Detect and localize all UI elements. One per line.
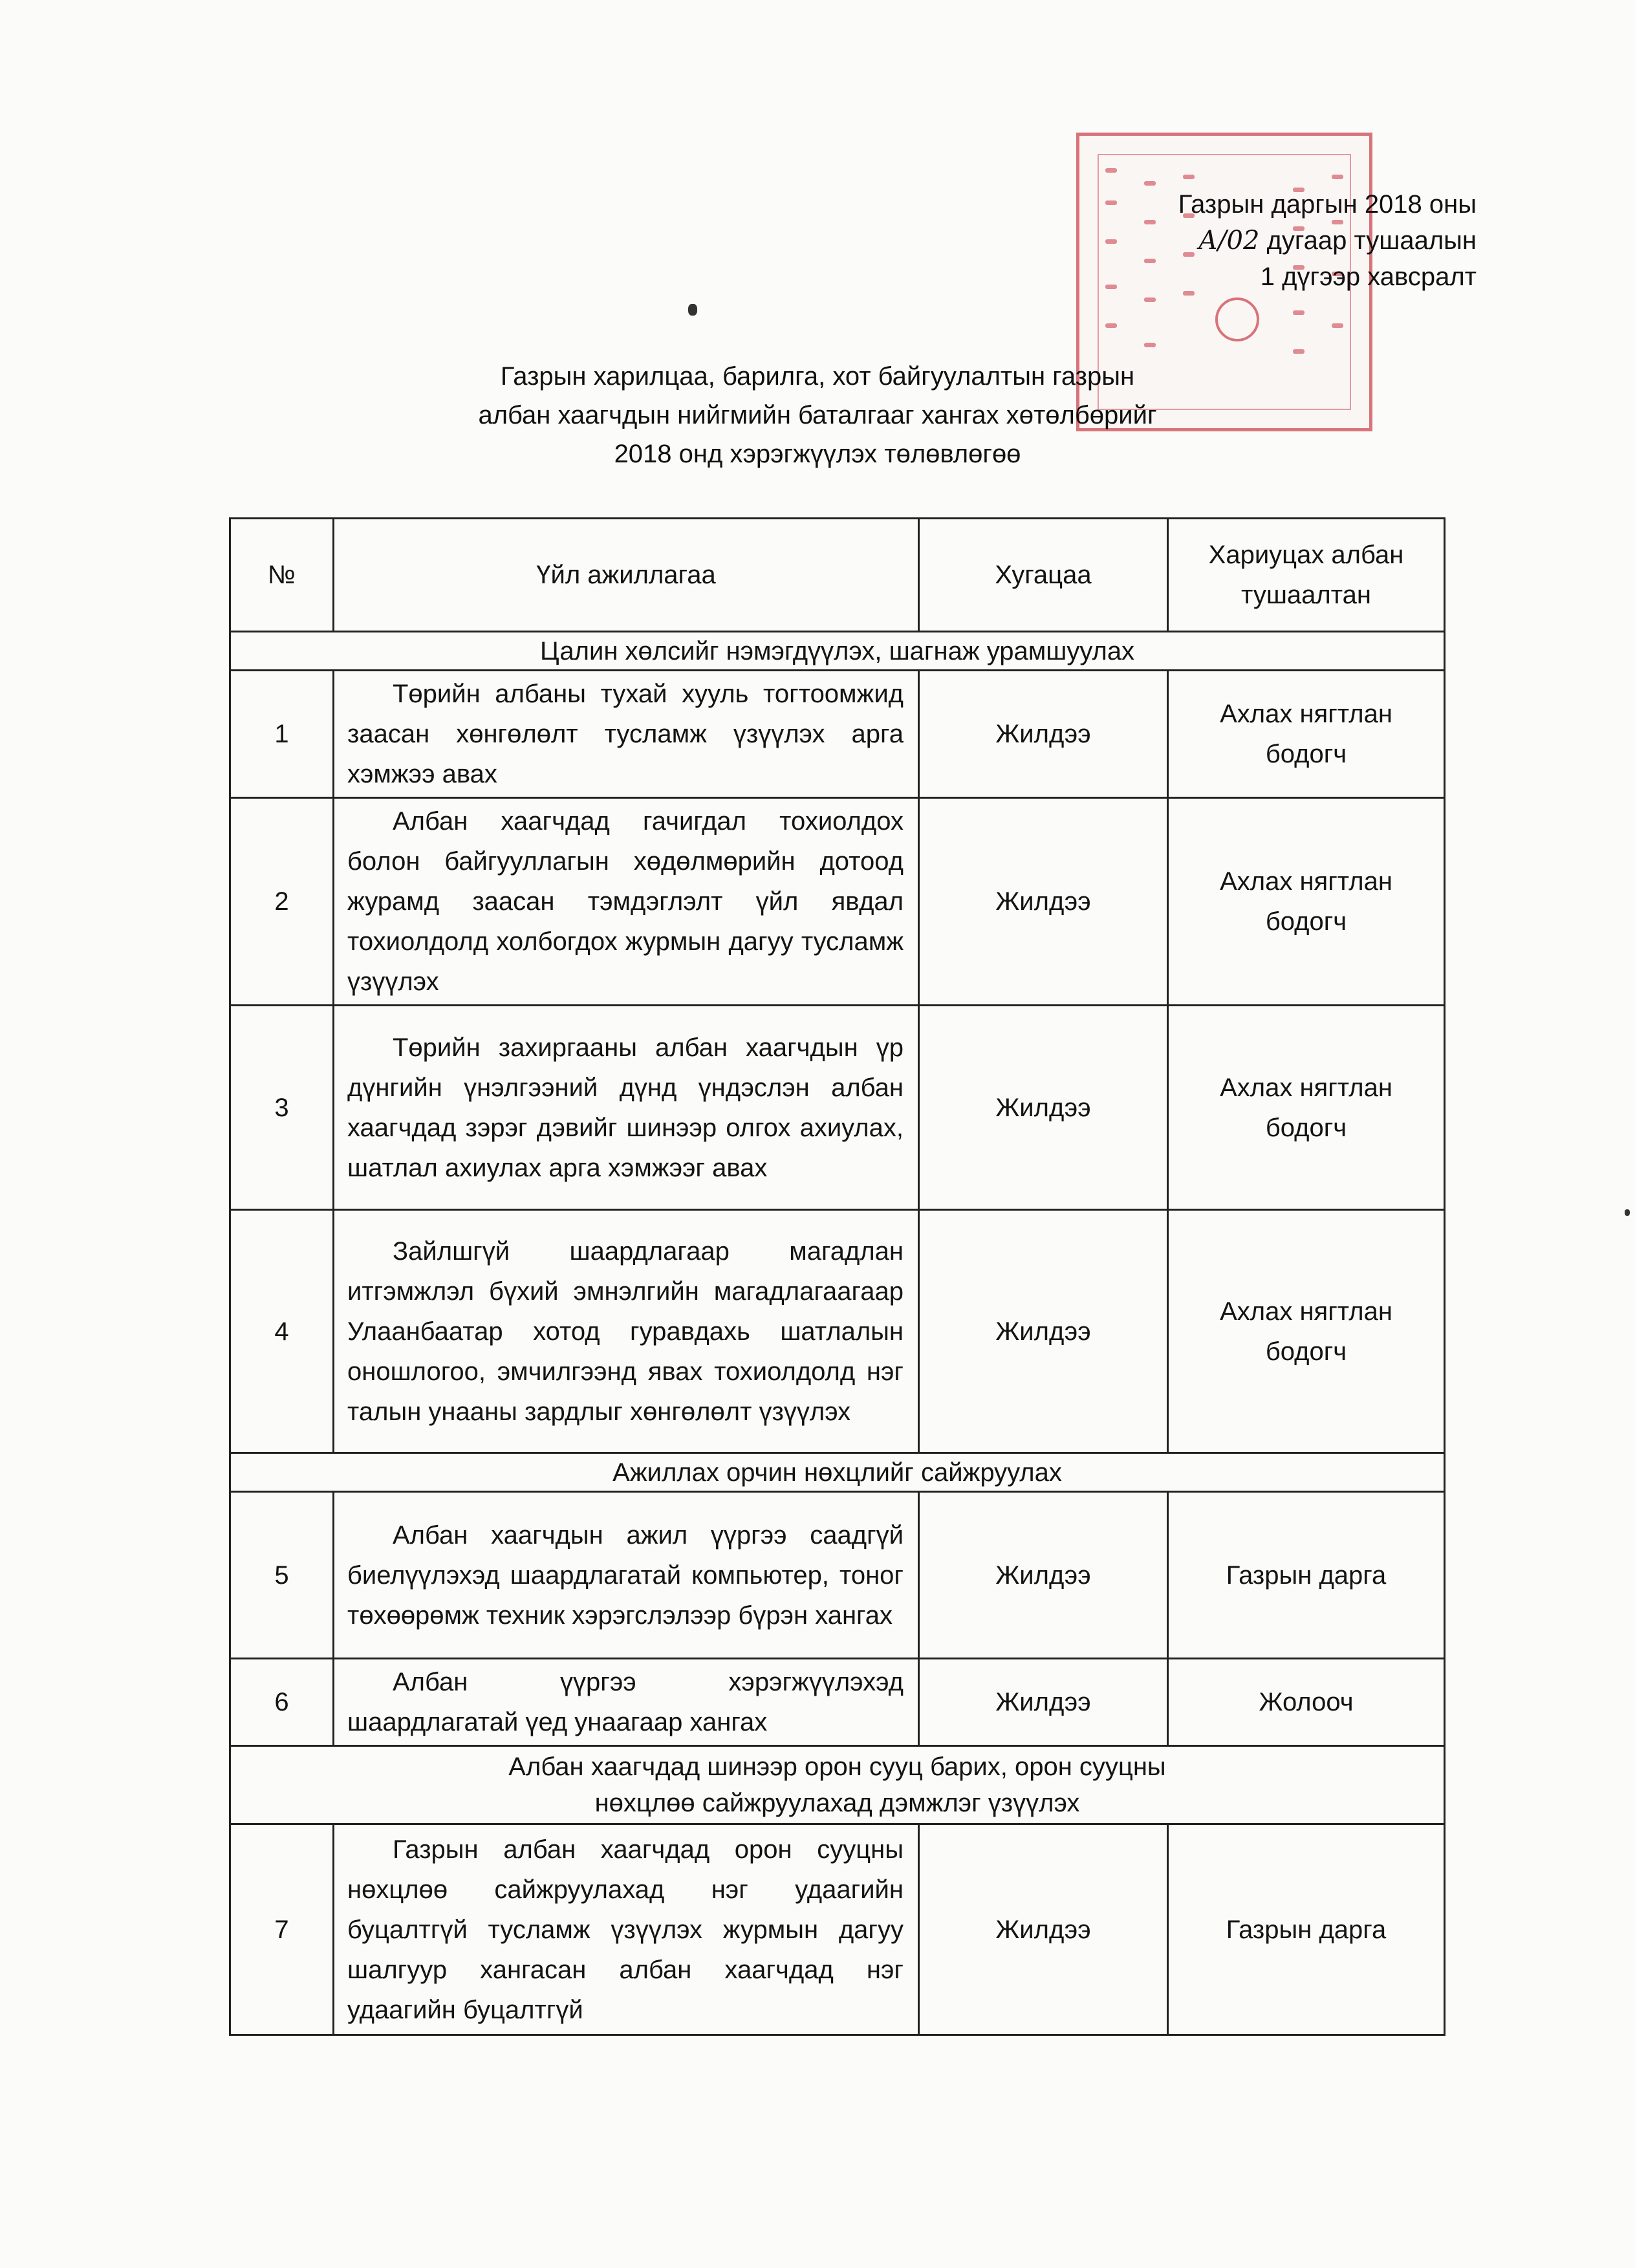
row-num: 7 xyxy=(230,1824,334,2035)
table-row xyxy=(230,1210,1445,1453)
row-deadline: Жилдээ xyxy=(919,798,1168,1006)
document-title xyxy=(0,357,1635,473)
section-title-line2: нөхцлөө сайжруулахад дэмжлэг үзүүлэх xyxy=(594,1789,1080,1817)
row-num: 4 xyxy=(230,1210,334,1453)
table-row xyxy=(230,1492,1445,1659)
section-title xyxy=(230,1746,1445,1824)
row-activity: Албан хаагчдын ажил үүргээ саадгүй биелүүлэхэд шаардлагатай компьютер, тоног төхөөрөмж техник хэрэгслэлээр бүрэн хангах xyxy=(334,1492,919,1659)
table-row xyxy=(230,1006,1445,1210)
row-num: 3 xyxy=(230,1006,334,1210)
table-row xyxy=(230,671,1445,798)
scan-speck xyxy=(688,304,697,316)
row-responsible: Ахлах нягтлан бодогч xyxy=(1168,1006,1445,1210)
attachment-reference xyxy=(1178,186,1477,295)
row-deadline: Жилдээ xyxy=(919,1824,1168,2035)
row-responsible: Газрын дарга xyxy=(1168,1824,1445,2035)
row-deadline: Жилдээ xyxy=(919,1659,1168,1746)
row-responsible: Газрын дарга xyxy=(1168,1492,1445,1659)
header-responsible: Хариуцах албан тушаалтан xyxy=(1168,519,1445,632)
row-deadline: Жилдээ xyxy=(919,671,1168,798)
scan-speck xyxy=(1625,1209,1630,1216)
title-line1: Газрын харилцаа, барилга, хот байгуулалтын газрын xyxy=(500,362,1135,391)
row-num: 5 xyxy=(230,1492,334,1659)
header-deadline: Хугацаа xyxy=(919,519,1168,632)
row-activity: Газрын албан хаагчдад орон сууцны нөхцлөө сайжруулахад нэг удаагийн буцалтгүй тусламж үзүүлэх журмын дагуу шалгуур хангасан албан хаагчдад нэг удаагийн буцалтгүй xyxy=(334,1824,919,2035)
row-responsible: Ахлах нягтлан бодогч xyxy=(1168,1210,1445,1453)
row-responsible: Жолооч xyxy=(1168,1659,1445,1746)
row-num: 2 xyxy=(230,798,334,1006)
row-num: 6 xyxy=(230,1659,334,1746)
section-title: Ажиллах орчин нөхцлийг сайжруулах xyxy=(230,1453,1445,1492)
row-activity: Төрийн захиргааны албан хаагчдын үр дүнгийн үнэлгээний дүнд үндэслэн албан хаагчдад зэрэг дэвийг шинээр олгох ахиулах, шатлал ахиулах арга хэмжээг авах xyxy=(334,1006,919,1210)
header-activity: Үйл ажиллагаа xyxy=(334,519,919,632)
table-row xyxy=(230,798,1445,1006)
title-line2: албан хаагчдын нийгмийн баталгааг хангах хөтөлбөрийг xyxy=(478,401,1157,429)
row-activity: Төрийн албаны тухай хууль тогтоомжид заасан хөнгөлөлт тусламж үзүүлэх арга хэмжээ авах xyxy=(334,671,919,798)
section-row xyxy=(230,632,1445,671)
row-responsible: Ахлах нягтлан бодогч xyxy=(1168,798,1445,1006)
title-line3: 2018 онд хэрэгжүүлэх төлөвлөгөө xyxy=(614,440,1021,468)
section-title: Цалин хөлсийг нэмэгдүүлэх, шагнаж урамшуулах xyxy=(230,632,1445,671)
row-activity: Албан үүргээ хэрэгжүүлэхэд шаардлагатай үед унаагаар хангах xyxy=(334,1659,919,1746)
row-activity: Зайлшгүй шаардлагаар магадлан итгэмжлэл бүхий эмнэлгийн магадлагаагаар Улаанбаатар хотод гуравдахь шатлалын оношлогоо, эмчилгээнд явах тохиолдолд нэг талын унааны зардлыг хөнгөлөлт үзүүлэх xyxy=(334,1210,919,1453)
table-header-row xyxy=(230,519,1445,632)
section-row xyxy=(230,1746,1445,1824)
row-deadline: Жилдээ xyxy=(919,1210,1168,1453)
row-num: 1 xyxy=(230,671,334,798)
attachment-reference-line3: 1 дүгээр хавсралт xyxy=(1260,263,1477,291)
row-deadline: Жилдээ xyxy=(919,1492,1168,1659)
attachment-reference-line2: дугаар тушаалын xyxy=(1266,226,1477,255)
row-responsible: Ахлах нягтлан бодогч xyxy=(1168,671,1445,798)
table-row xyxy=(230,1659,1445,1746)
order-number-handwritten: А/02 xyxy=(1198,226,1260,255)
header-num: № xyxy=(230,519,334,632)
section-row xyxy=(230,1453,1445,1492)
table-row xyxy=(230,1824,1445,2035)
section-title-line1: Албан хаагчдад шинээр орон сууц барих, орон сууцны xyxy=(508,1753,1166,1781)
row-deadline: Жилдээ xyxy=(919,1006,1168,1210)
plan-table xyxy=(229,517,1446,2036)
attachment-reference-line1: Газрын даргын 2018 оны xyxy=(1178,190,1477,219)
row-activity: Албан хаагчдад гачигдал тохиолдох болон байгууллагын хөдөлмөрийн дотоод журамд заасан тэмдэглэлт үйл явдал тохиолдолд холбогдох журмын дагуу тусламж үзүүлэх xyxy=(334,798,919,1006)
